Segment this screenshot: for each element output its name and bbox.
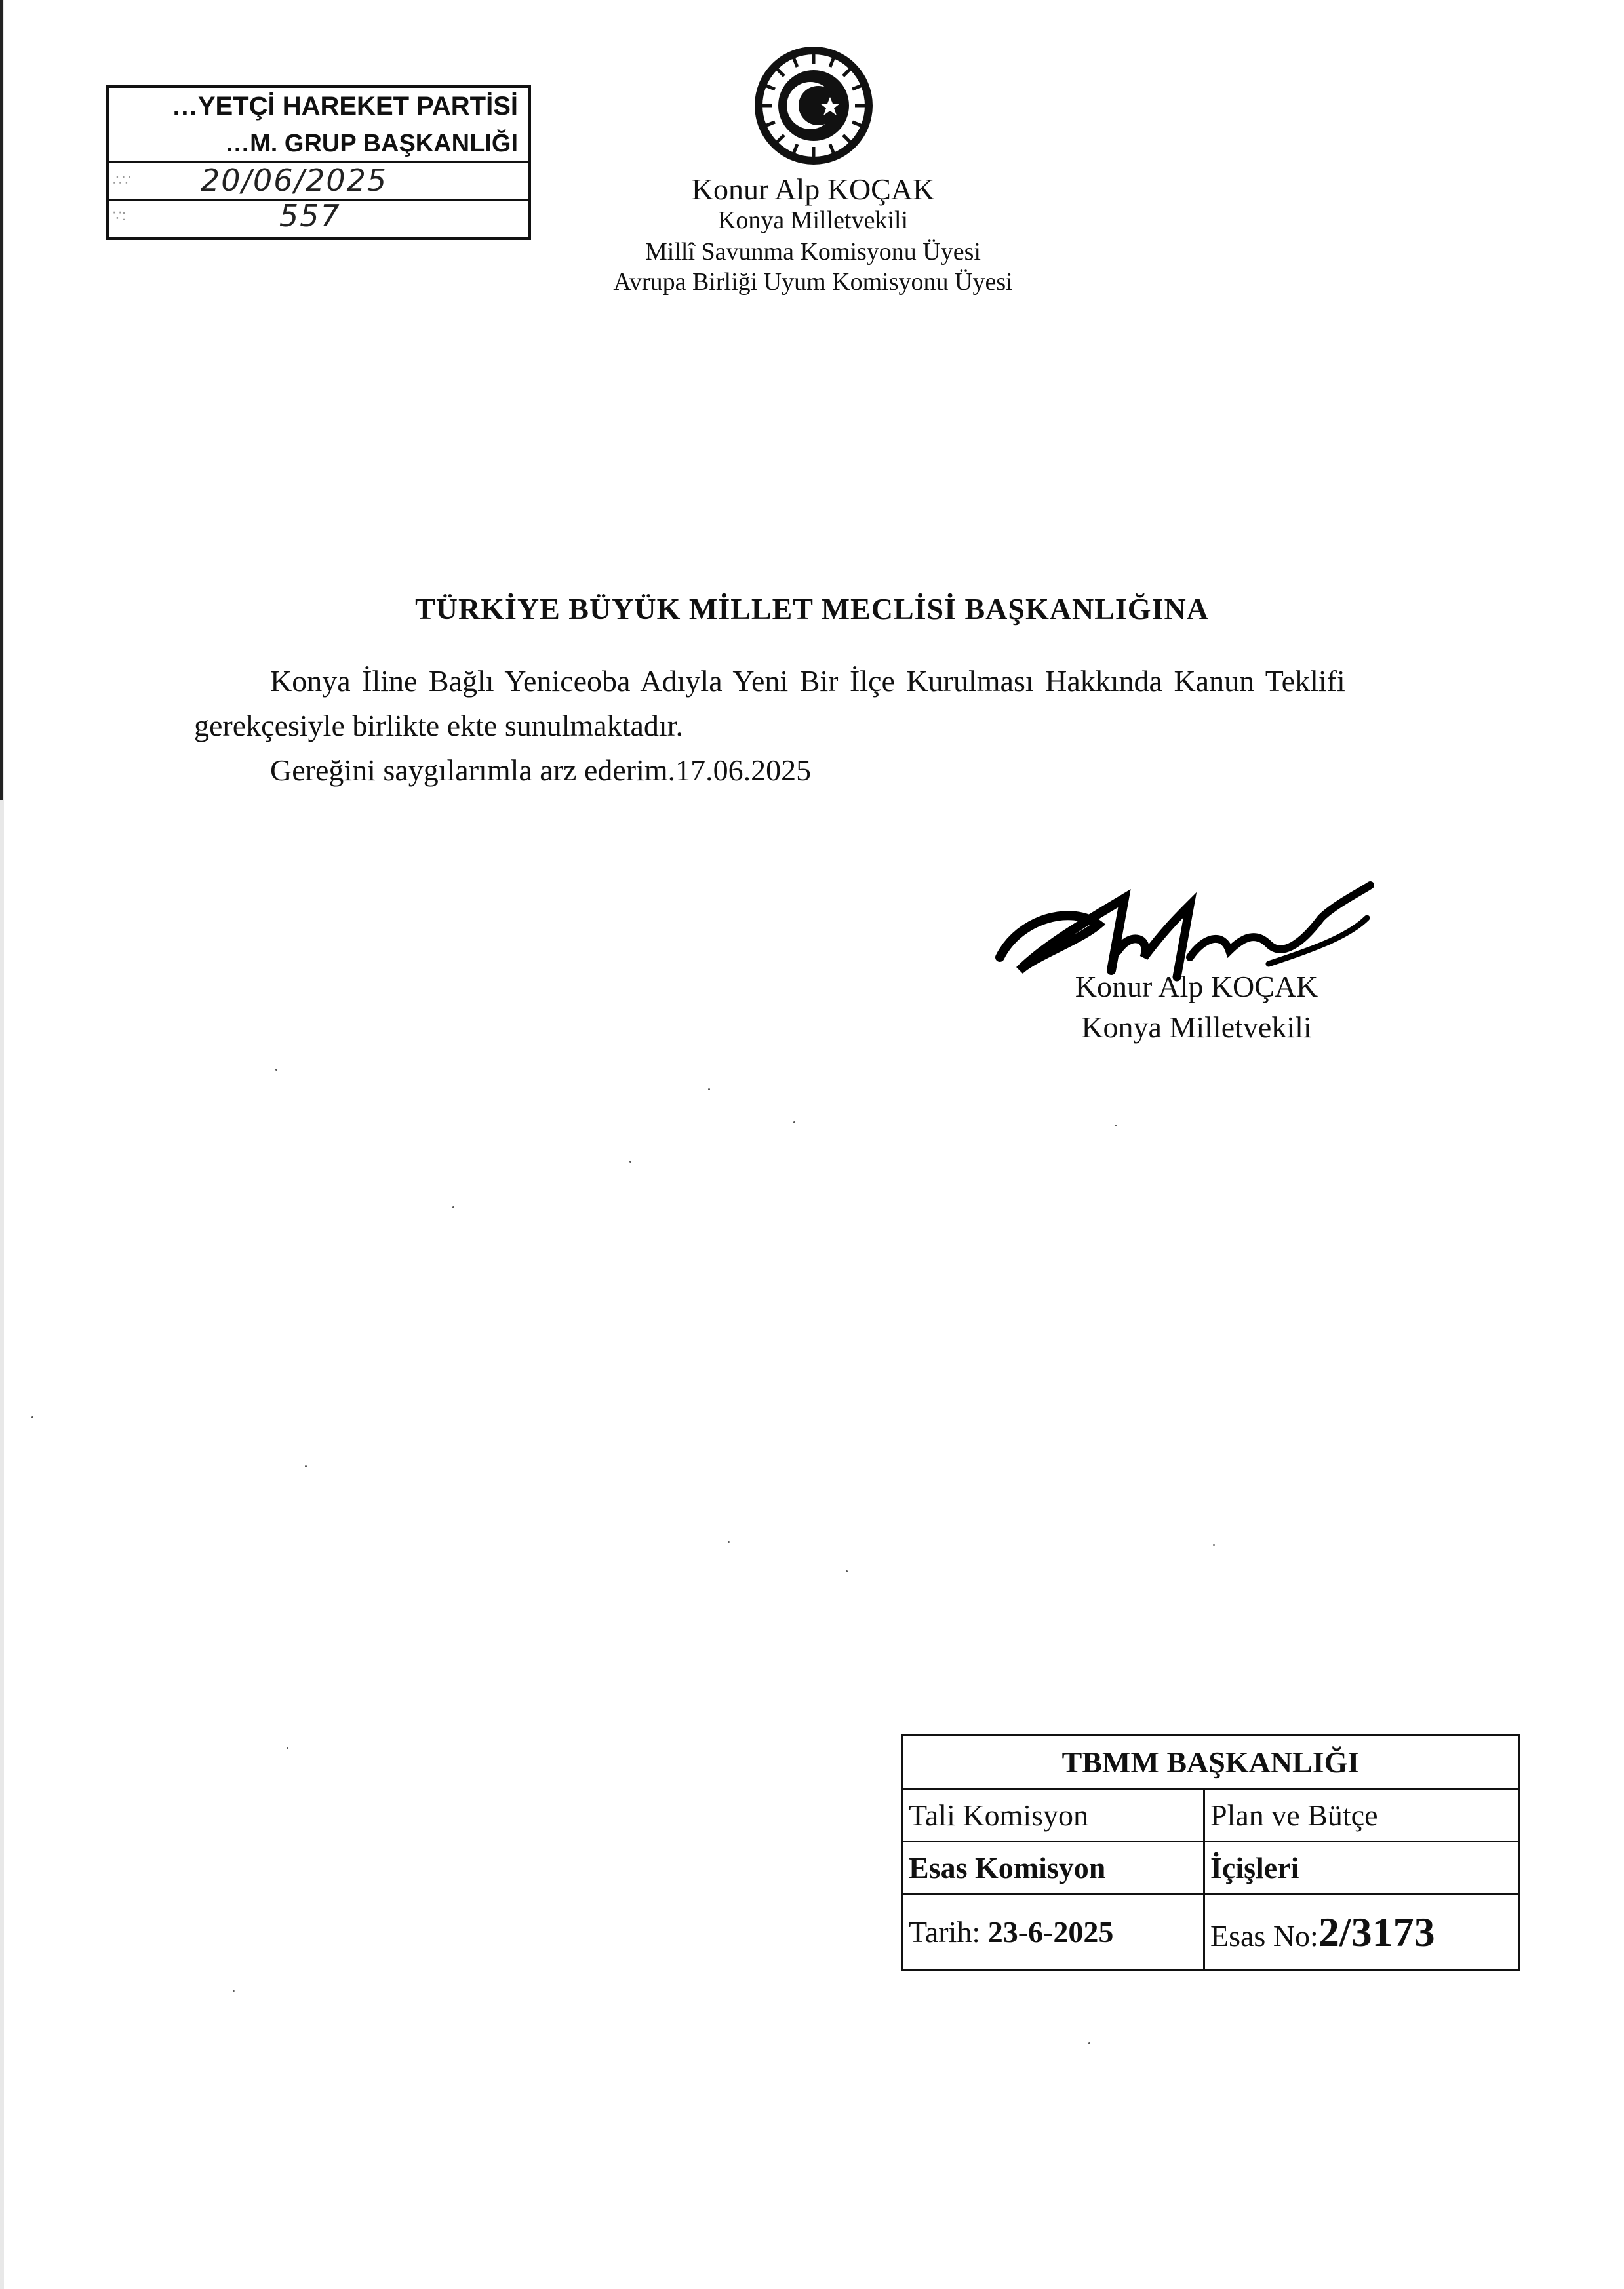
addressee-heading: TÜRKİYE BÜYÜK MİLLET MECLİSİ BAŞKANLIĞINA (415, 592, 1209, 626)
scan-speck (1115, 1125, 1117, 1126)
esas-no-value: 2/3173 (1318, 1908, 1435, 1955)
scan-speck (793, 1121, 795, 1123)
scan-speck (31, 1416, 33, 1418)
stamp-party-line: …YETÇİ HAREKET PARTİSİ (171, 92, 518, 121)
scan-speck (1088, 2042, 1090, 2044)
scan-speck (629, 1161, 631, 1163)
table-row (903, 1789, 1519, 1842)
paragraph-line-2: gerekçesiyle birlikte ekte sunulmaktadır. (194, 709, 683, 742)
scan-speck (233, 1990, 235, 1992)
stamp-number-faint-label: ∵: (113, 207, 127, 224)
signatory-name: Konur Alp KOÇAK (1075, 970, 1318, 1003)
scan-speck (305, 1465, 307, 1467)
scan-speck (275, 1069, 277, 1071)
tarih-label: Tarih: (909, 1915, 988, 1949)
stamp-date-faint-label: ∴∵ (113, 172, 131, 188)
tbmm-heading: TBMM BAŞKANLIĞI (903, 1736, 1519, 1789)
tarih-cell (903, 1894, 1204, 1970)
scan-speck (452, 1206, 454, 1208)
tbmm-registration-table (901, 1734, 1520, 1971)
paragraph-line-1: Konya İline Bağlı Yeniceoba Adıyla Yeni Bir İlçe Kurulması Hakkında Kanun Teklifi (270, 664, 1345, 698)
table-row (903, 1842, 1519, 1894)
sender-committee-2: Avrupa Birliği Uyum Komisyonu Üyesi (613, 268, 1013, 296)
stamp-date: 20/06/2025 (201, 163, 388, 198)
sender-role: Konya Milletvekili (717, 207, 909, 234)
stamp-number: 557 (279, 198, 341, 233)
scan-speck (708, 1088, 710, 1090)
scan-speck (287, 1747, 288, 1749)
esas-no-cell (1204, 1894, 1519, 1970)
tali-komisyon-value: Plan ve Bütçe (1204, 1789, 1519, 1842)
esas-no-label: Esas No: (1210, 1919, 1318, 1953)
signatory-title: Konya Milletvekili (1081, 1010, 1312, 1044)
scan-speck (728, 1541, 730, 1543)
tarih-value: 23-6-2025 (987, 1915, 1114, 1949)
sender-committee-1: Millî Savunma Komisyonu Üyesi (645, 238, 981, 266)
stamp-group-line: …M. GRUP BAŞKANLIĞI (109, 125, 528, 163)
tbmm-emblem-icon (753, 45, 875, 167)
table-row (903, 1894, 1519, 1970)
scan-speck (1213, 1544, 1215, 1546)
sender-name: Konur Alp KOÇAK (691, 172, 935, 206)
table-row (903, 1736, 1519, 1789)
closing-line: Gereğini saygılarımla arz ederim.17.06.2025 (270, 753, 812, 787)
scan-speck (846, 1570, 848, 1572)
esas-komisyon-value: İçişleri (1204, 1842, 1519, 1894)
esas-komisyon-label: Esas Komisyon (903, 1842, 1204, 1894)
tali-komisyon-label: Tali Komisyon (903, 1789, 1204, 1842)
page-scan-edge-dark (0, 0, 3, 800)
